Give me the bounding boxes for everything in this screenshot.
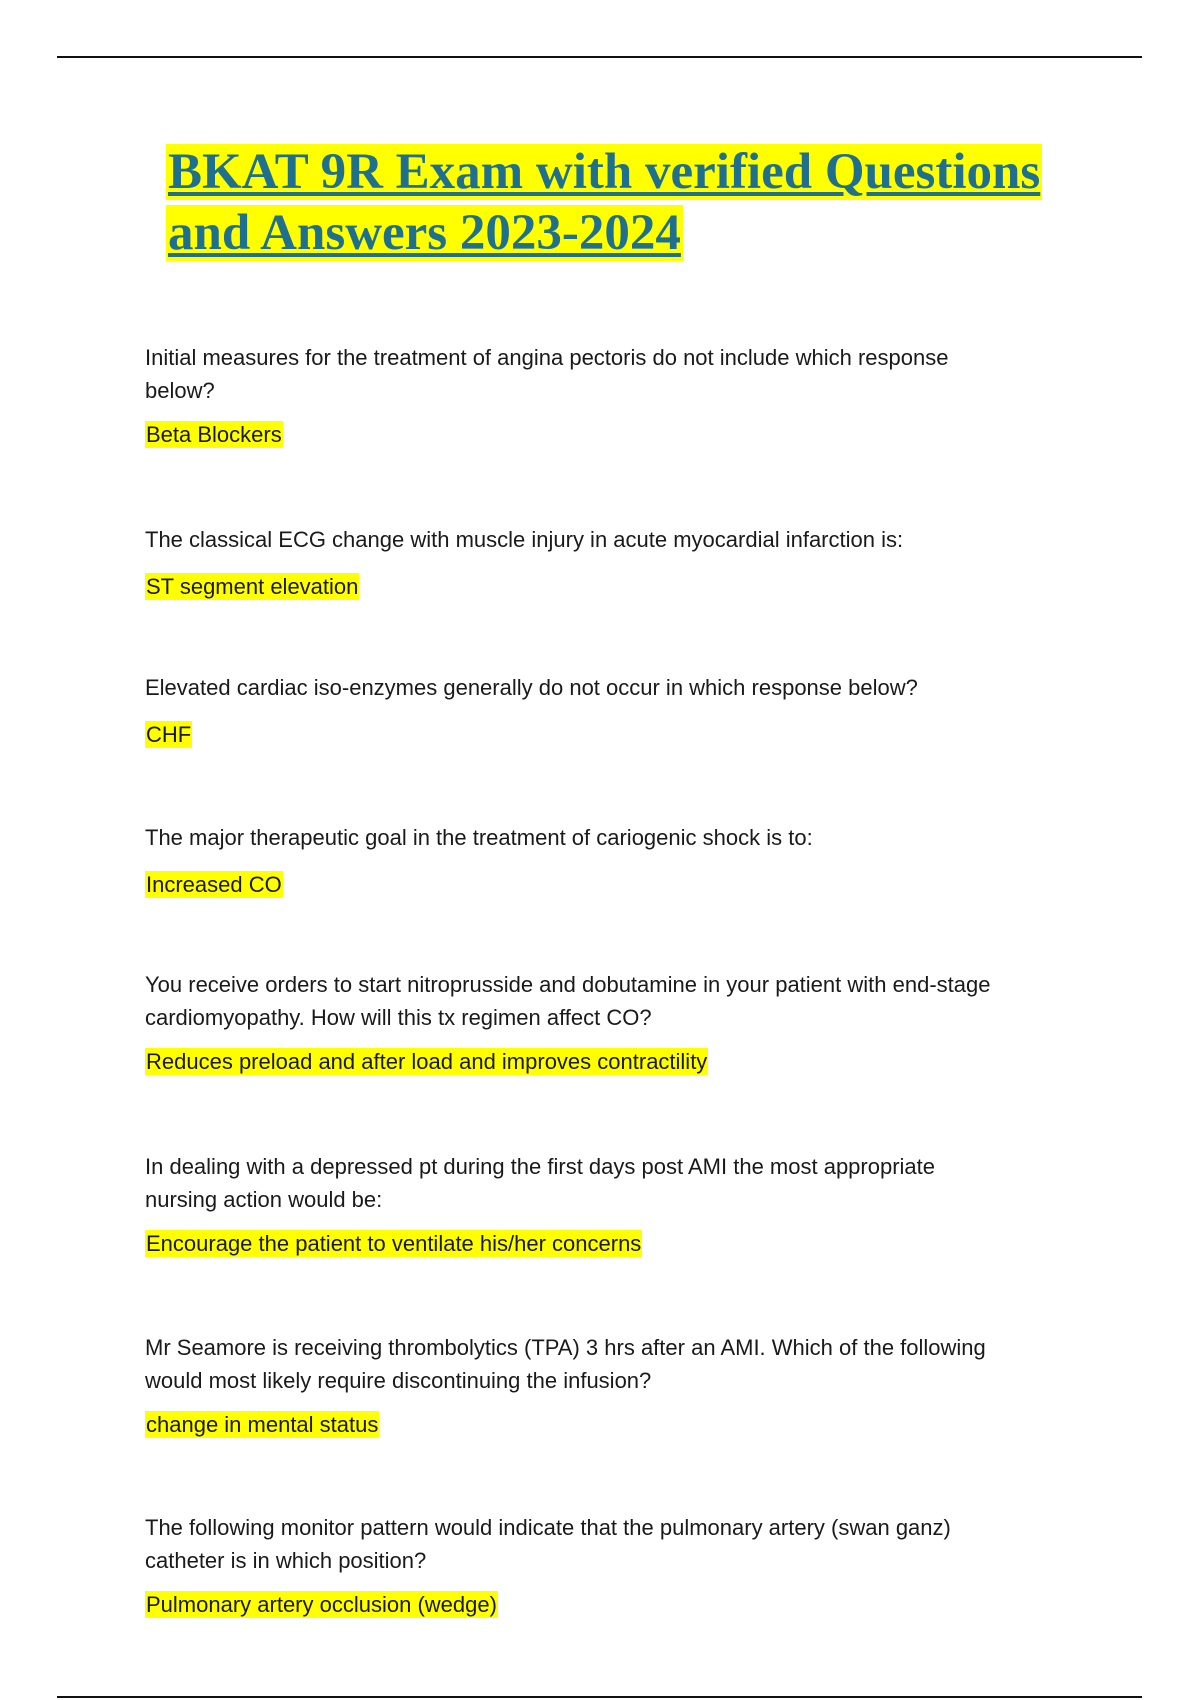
question-text: The following monitor pattern would indicate that the pulmonary artery (swan ganz) catheter is in which position?	[145, 1515, 951, 1573]
qa-item-6	[145, 1150, 1075, 1259]
answer-text: Encourage the patient to ventilate his/her concerns	[146, 1231, 642, 1256]
answer-text: Increased CO	[146, 872, 282, 897]
title-line-1: BKAT 9R Exam with verified Questions	[168, 144, 1041, 200]
qa-item-7	[145, 1331, 1075, 1440]
qa-item-5	[145, 968, 1075, 1077]
answer-text: Reduces preload and after load and improves contractility	[146, 1049, 708, 1074]
question-text: Elevated cardiac iso-enzymes generally do not occur in which response below?	[145, 675, 918, 700]
answer-text: change in mental status	[146, 1412, 379, 1437]
question-text: Initial measures for the treatment of angina pectoris do not include which response below?	[145, 345, 949, 403]
answer-text: Beta Blockers	[146, 422, 282, 447]
answer-text: CHF	[146, 722, 192, 747]
qa-item-4	[145, 821, 1075, 900]
qa-item-2	[145, 523, 1075, 602]
question-text: The classical ECG change with muscle injury in acute myocardial infarction is:	[145, 527, 904, 552]
question-text: Mr Seamore is receiving thrombolytics (TPA) 3 hrs after an AMI. Which of the following would most likely require discontinuing the infusion?	[145, 1335, 986, 1393]
top-rule	[57, 56, 1142, 58]
qa-item-3	[145, 671, 1075, 750]
question-text: The major therapeutic goal in the treatment of cariogenic shock is to:	[145, 825, 813, 850]
bottom-rule	[57, 1696, 1142, 1698]
document-title	[166, 142, 1086, 264]
title-line-2: and Answers 2023-2024	[168, 205, 681, 261]
answer-text: ST segment elevation	[146, 574, 359, 599]
question-text: You receive orders to start nitroprusside and dobutamine in your patient with end-stage cardiomyopathy. How will this tx regimen affect CO?	[145, 972, 991, 1030]
question-text: In dealing with a depressed pt during the first days post AMI the most appropriate nursing action would be:	[145, 1154, 936, 1212]
qa-item-8	[145, 1511, 1075, 1620]
answer-text: Pulmonary artery occlusion (wedge)	[146, 1592, 497, 1617]
qa-item-1	[145, 341, 1075, 450]
